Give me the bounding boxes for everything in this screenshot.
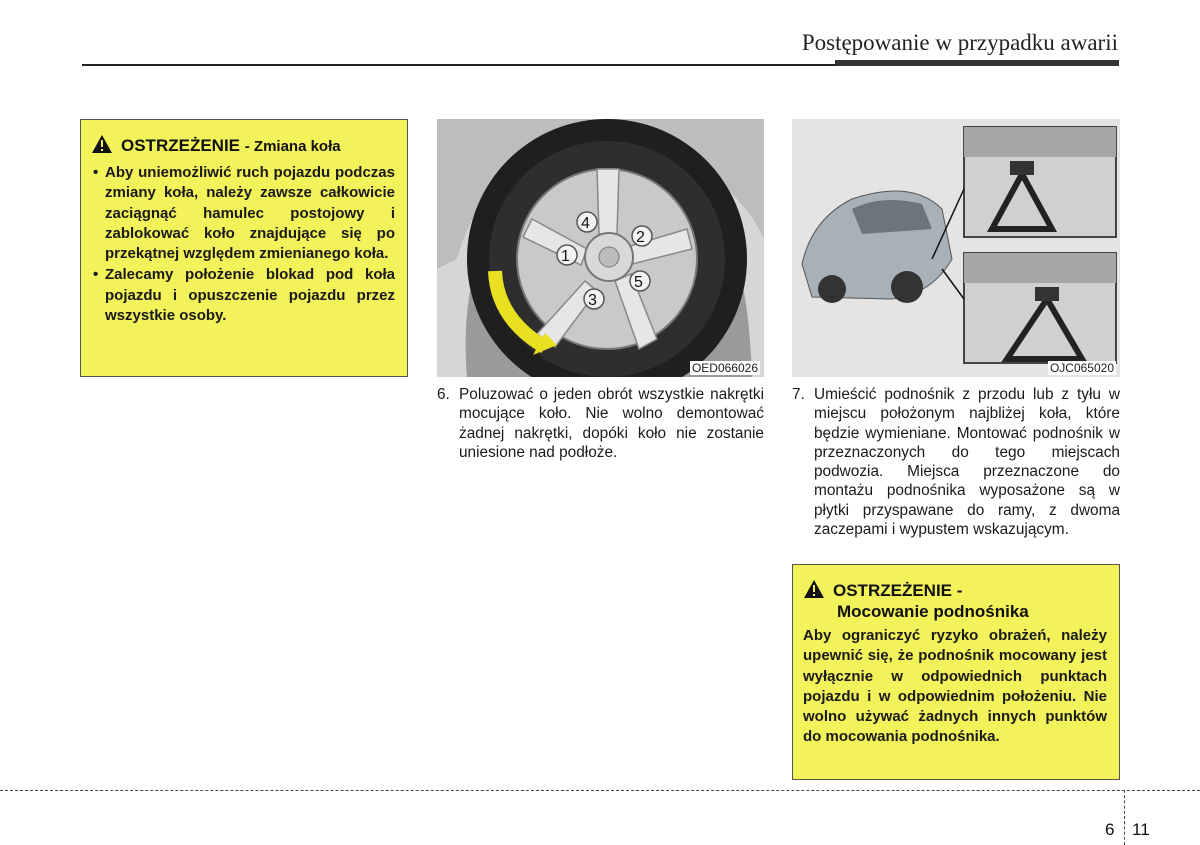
wheel-illustration (437, 119, 764, 377)
page-number: 11 (1132, 820, 1150, 839)
step-number: 6. (437, 386, 450, 403)
warning-title (91, 134, 395, 157)
chapter-number: 6 (1105, 820, 1115, 839)
warning-bullet: • Zalecamy położenie blokad pod koła pojazdu i opuszczenie pojazdu przez wszystkie osoby. (105, 265, 395, 326)
warning-title-sub: - Zmiana koła (244, 138, 341, 155)
warning-title-main: OSTRZEŻENIE - (833, 581, 963, 600)
nut-label-4: 4 (581, 215, 590, 232)
figure-code: OED066026 (691, 361, 758, 375)
warning-triangle-icon (803, 579, 825, 599)
warning-body: Aby ograniczyć ryzyko obrażeń, należy upewnić się, że podnośnik mocowany jest wyłącznie w odpowiednich punktach pojazdu i w odpowiednim położeniu. Nie wolno używać żadnych innych punktów do mocowania podnośnika. (803, 627, 1107, 746)
jack-position-figure (792, 119, 1120, 377)
nut-label-2: 2 (636, 229, 645, 246)
figure-code: OJC065020 (1049, 361, 1114, 375)
warning-bullet-list (91, 163, 395, 326)
section-title: Postępowanie w przypadku awarii (801, 30, 1118, 55)
warning-title (803, 579, 1107, 622)
warning-triangle-icon (91, 134, 113, 154)
footer-divider (1124, 790, 1125, 845)
warning-box-wheel-change (80, 119, 408, 377)
header-accent-bar (835, 60, 1119, 66)
footer-rule (0, 790, 1200, 791)
nut-label-3: 3 (588, 292, 597, 309)
step-text: Umieścić podnośnik z przodu lub z tyłu w miejscu położonym najbliżej koła, które będzie wymieniane. Montować podnośnik w przeznaczonych do tego miejscach podwozia. Miejsca przeznaczone do montażu podnośnika wyposażone są w płytki przyspawane do ramy, z dwoma zaczepami i wypustem wskazującym. (814, 386, 1120, 539)
nut-label-5: 5 (634, 274, 643, 291)
wheel-lug-nut-figure (437, 119, 764, 377)
step-6 (437, 385, 764, 462)
warning-box-jack-mounting (792, 564, 1120, 780)
step-number: 7. (792, 386, 805, 403)
step-text: Poluzować o jeden obrót wszystkie nakrętki mocujące koło. Nie wolno demontować żadnej nakrętki, dopóki koło nie zostanie uniesione nad podłoże. (459, 386, 764, 461)
warning-title-sub: Mocowanie podnośnika (837, 602, 1029, 621)
warning-title-main: OSTRZEŻENIE (121, 136, 241, 155)
warning-bullet: • Aby uniemożliwić ruch pojazdu podczas zmiany koła, należy zawsze całkowicie zaciągnąć hamulec postojowy i zablokować koło znajdujące się po przekątnej względem zmienianego koła. (105, 163, 395, 264)
step-7 (792, 385, 1120, 539)
jack-illustration (792, 119, 1120, 377)
nut-label-1: 1 (561, 248, 570, 265)
